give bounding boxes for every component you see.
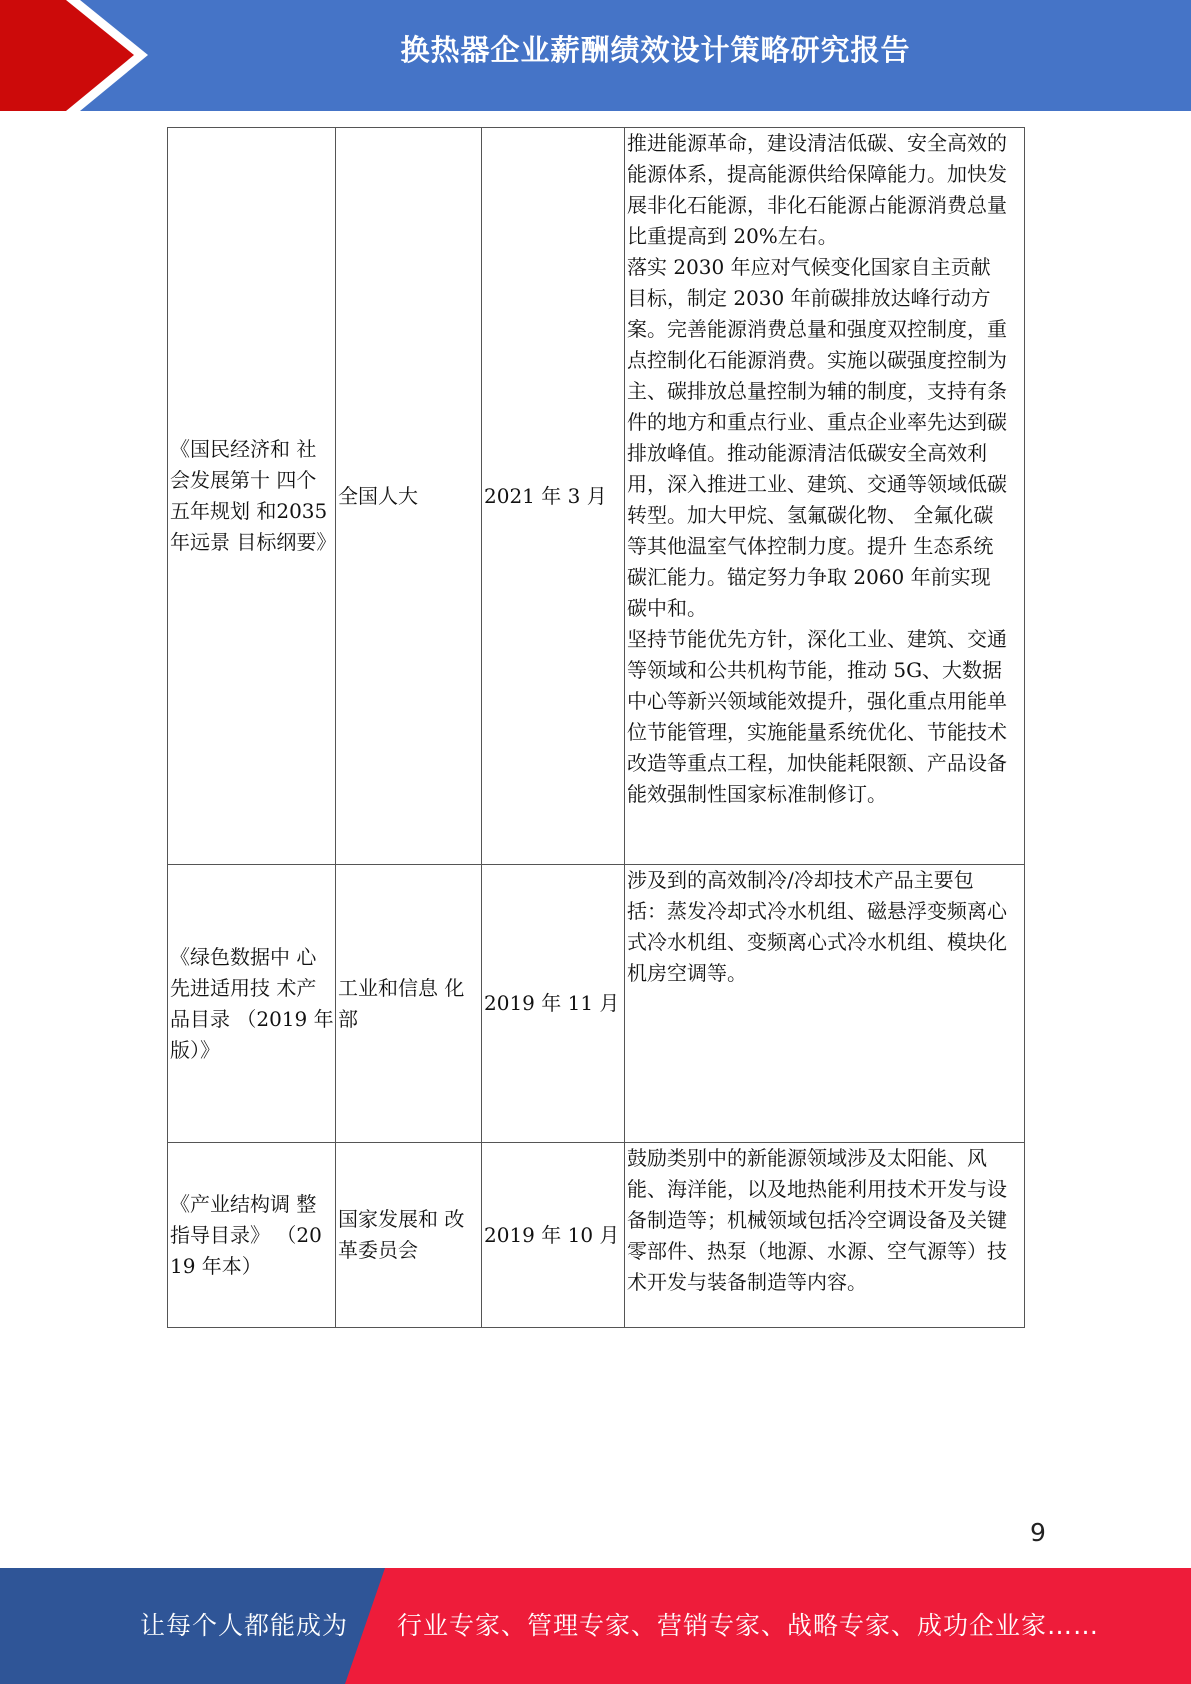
content-cell bbox=[625, 128, 1025, 865]
content-paragraph: 落实 2030 年应对气候变化国家自主贡献目标，制定 2030 年前碳排放达峰行动方案。完善能源消费总量和强度双控制度，重点控制化石能源消费。实施以碳强度控制为主、碳排放总量控制为辅的制度，支持有条件的地方和重点行业、重点企业率先达到碳排放峰值。推动能源清洁低碳安全高效利用，深入推进工业、建筑、交通等领域低碳转型。加大甲烷、氢氟碳化物、 全氟化碳等其他温室气体控制力度。提升 生态系统碳汇能力。锚定努力争取 2060 年前实现碳中和。 bbox=[627, 255, 1007, 620]
policy-name-cell: 《绿色数据中 心先进适用技 术产品目录 （2019 年版）》 bbox=[168, 865, 336, 1143]
page-footer bbox=[0, 1568, 1191, 1684]
table-row bbox=[168, 1143, 1025, 1328]
date-cell: 2019 年 10 月 bbox=[482, 1143, 625, 1328]
footer-slogan-left: 让每个人都能成为 bbox=[140, 1611, 349, 1640]
content-paragraph: 涉及到的高效制冷/冷却技术产品主要包括：蒸发冷却式冷水机组、磁悬浮变频离心式冷水机组、变频离心式冷水机组、模块化机房空调等。 bbox=[627, 868, 1007, 985]
page-header bbox=[0, 0, 1191, 111]
content-paragraph: 坚持节能优先方针，深化工业、建筑、交通等领域和公共机构节能，推动 5G、大数据中心等新兴领域能效提升，强化重点用能单位节能管理，实施能量系统优化、节能技术改造等重点工程，加快能耗限额、产品设备能效强制性国家标准制修订。 bbox=[627, 627, 1007, 806]
content-paragraph: 推进能源革命，建设清洁低碳、安全高效的能源体系，提高能源供给保障能力。加快发展非化石能源，非化石能源占能源消费总量比重提高到 20%左右。 bbox=[627, 131, 1007, 248]
page-number: 9 bbox=[1030, 1518, 1046, 1547]
table-row bbox=[168, 865, 1025, 1143]
content-cell bbox=[625, 865, 1025, 1143]
issuer-cell: 工业和信息 化部 bbox=[336, 865, 482, 1143]
table-row bbox=[168, 128, 1025, 865]
policy-name-cell: 《产业结构调 整指导目录》 （2019 年本） bbox=[168, 1143, 336, 1328]
content-paragraph: 鼓励类别中的新能源领域涉及太阳能、风能、海洋能，以及地热能利用技术开发与设备制造等；机械领域包括冷空调设备及关键零部件、热泵（地源、水源、空气源等）技术开发与装备制造等内容。 bbox=[627, 1146, 1007, 1294]
policy-name-cell: 《国民经济和 社会发展第十 四个五年规划 和2035年远景 目标纲要》 bbox=[168, 128, 336, 865]
issuer-cell: 全国人大 bbox=[336, 128, 482, 865]
issuer-cell: 国家发展和 改革委员会 bbox=[336, 1143, 482, 1328]
policy-table bbox=[167, 127, 1025, 1328]
footer-slogan-right: 行业专家、管理专家、营销专家、战略专家、成功企业家…… bbox=[397, 1611, 1100, 1640]
report-title: 换热器企业薪酬绩效设计策略研究报告 bbox=[400, 33, 911, 67]
content-cell bbox=[625, 1143, 1025, 1328]
date-cell: 2021 年 3 月 bbox=[482, 128, 625, 865]
date-cell: 2019 年 11 月 bbox=[482, 865, 625, 1143]
